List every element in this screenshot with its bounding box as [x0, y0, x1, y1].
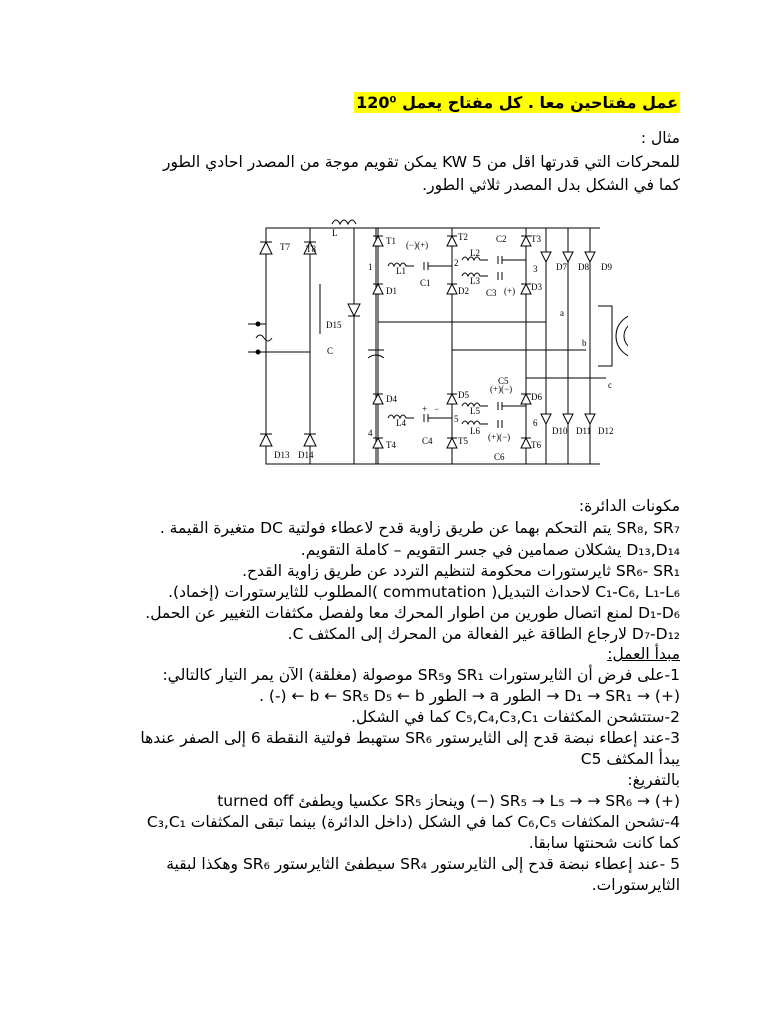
label-C2: C2	[496, 234, 507, 244]
label-C5: C5	[498, 376, 509, 386]
label-D7: D7	[556, 262, 567, 272]
operation-step: بالتفريغ:	[627, 771, 680, 789]
label-T7: T7	[280, 242, 290, 252]
label-T3: T3	[531, 234, 541, 244]
label-plus-c4: +	[422, 404, 428, 414]
label-T4: T4	[386, 440, 396, 450]
motor-symbol	[598, 306, 628, 366]
label-D9: D9	[601, 262, 612, 272]
operation-step: كما كانت شحنتها سابقا.	[528, 834, 680, 852]
label-phase-a: a	[560, 308, 564, 318]
label-D12: D12	[598, 426, 614, 436]
label-C1: C1	[420, 278, 431, 288]
label-node-1: 1	[368, 262, 373, 272]
page-title	[90, 93, 680, 113]
operation-step: 5 -عند إعطاء نبضة قدح إلى الثايرستور SR₄ سيطفئ الثايرستور SR₆ وهكذا لبقية	[166, 855, 680, 873]
operation-step: (+) → SR₅ → L₅ → → SR₆ (−) وينحاز SR₅ عكسيا ويطفئ turned off	[217, 792, 680, 810]
operation-step: 3-عند إعطاء نبضة قدح إلى الثايرستور SR₆ ستهبط فولتية النقطة 6 إلى الصفر عندها	[140, 729, 680, 747]
rectifier-bridge	[248, 228, 354, 464]
label-polarity-c6: (+)(−)	[488, 432, 511, 442]
label-L: L	[332, 228, 338, 238]
label-D10: D10	[552, 426, 568, 436]
label-C6: C6	[494, 452, 505, 462]
label-T8: T8	[306, 244, 316, 254]
operation-step: 4-تشحن المكثفات C₆,C₅ كما في الشكل (داخل الدائرة) بينما تبقى المكثفات C₃,C₁	[146, 813, 680, 831]
label-node-6: 6	[533, 418, 538, 428]
intro-line: للمحركات التي قدرتها اقل من KW 5 يمكن تقويم موجة من المصدر احادي الطور	[163, 153, 680, 171]
component-item: D₁₃,D₁₄ يشكلان صمامين في جسر التقويم – كاملة التقويم.	[300, 541, 680, 559]
intro-line: كما في الشكل بدل المصدر ثلاثي الطور.	[422, 176, 680, 194]
label-phase-c: c	[608, 380, 612, 390]
component-item: C₁-C₆, L₁-L₆ لاحداث التبديل( commutation )المطلوب للثايرستورات (إخماد).	[168, 583, 680, 601]
component-item: D₇-D₁₂ لارجاع الطاقة غير الفعالة من المحرك إلى المكثف C.	[287, 625, 680, 643]
label-L1: L1	[396, 266, 406, 276]
label-D4: D4	[386, 394, 397, 404]
label-L3: L3	[470, 276, 480, 286]
inverter-circuit-diagram	[246, 212, 628, 470]
label-L5: L5	[470, 406, 480, 416]
label-D1: D1	[386, 286, 397, 296]
label-polarity-c3: (+)	[504, 286, 516, 296]
label-node-4: 4	[368, 428, 373, 438]
dc-link	[320, 220, 404, 464]
label-D13: D13	[274, 450, 290, 460]
component-item: SR₈, SR₇ يتم التحكم بهما عن طريق زاوية قدح لاعطاء فولتية DC متغيرة القيمة .	[159, 519, 680, 537]
label-D15: D15	[326, 320, 342, 330]
label-polarity-c1: (−)(+)	[406, 240, 429, 250]
label-L2: L2	[470, 248, 480, 258]
operation-step: الثايرستورات.	[591, 876, 680, 894]
intro-line: مثال :	[640, 129, 680, 147]
label-L6: L6	[470, 426, 480, 436]
label-T1: T1	[386, 236, 396, 246]
label-D3: D3	[531, 282, 542, 292]
label-D5: D5	[458, 390, 469, 400]
label-node-5: 5	[454, 414, 459, 424]
label-node-3: 3	[533, 264, 538, 274]
label-T5: T5	[458, 436, 468, 446]
label-C3: C3	[486, 288, 497, 298]
label-D2: D2	[458, 286, 469, 296]
label-node-2: 2	[454, 258, 459, 268]
component-item: SR₆- SR₁ ثايرستورات محكومة لتنظيم التردد عن طريق زاوية القدح.	[242, 562, 680, 580]
operation-step: (+) → D₁ → SR₁ → الطور a → الطور b ← SR₅ D₅ ← b ← (-) .	[259, 687, 680, 705]
label-D6: D6	[531, 392, 542, 402]
label-D11: D11	[576, 426, 592, 436]
operation-heading: مبدأ العمل:	[607, 645, 680, 663]
label-D14: D14	[298, 450, 314, 460]
operation-step: 1-على فرض أن الثايرستورات SR₁ وSR₅ موصولة (مغلقة) الآن يمر التيار كالتالي:	[162, 666, 680, 684]
label-T6: T6	[531, 440, 541, 450]
label-minus-c4: −	[434, 404, 440, 414]
label-C: C	[327, 346, 334, 356]
component-item: D₁-D₆ لمنع اتصال طورين من اطوار المحرك معا ولفصل مكثفات التغيير عن الحمل.	[145, 604, 680, 622]
inverter-legs	[373, 228, 606, 464]
components-heading: مكونات الدائرة:	[578, 497, 680, 515]
label-C4: C4	[422, 436, 433, 446]
operation-step: 2-ستتشحن المكثفات C₅,C₄,C₃,C₁ كما في الشكل.	[351, 708, 680, 726]
label-D8: D8	[578, 262, 589, 272]
label-T2: T2	[458, 232, 468, 242]
label-L4: L4	[396, 418, 406, 428]
operation-step: يبدأ المكثف C5	[580, 750, 680, 768]
label-phase-b: b	[582, 338, 587, 348]
title-highlight: عمل مفتاحين معا . كل مفتاح يعمل 120⁰	[356, 93, 678, 112]
label-polarity-c5: (+)(−)	[490, 384, 513, 394]
